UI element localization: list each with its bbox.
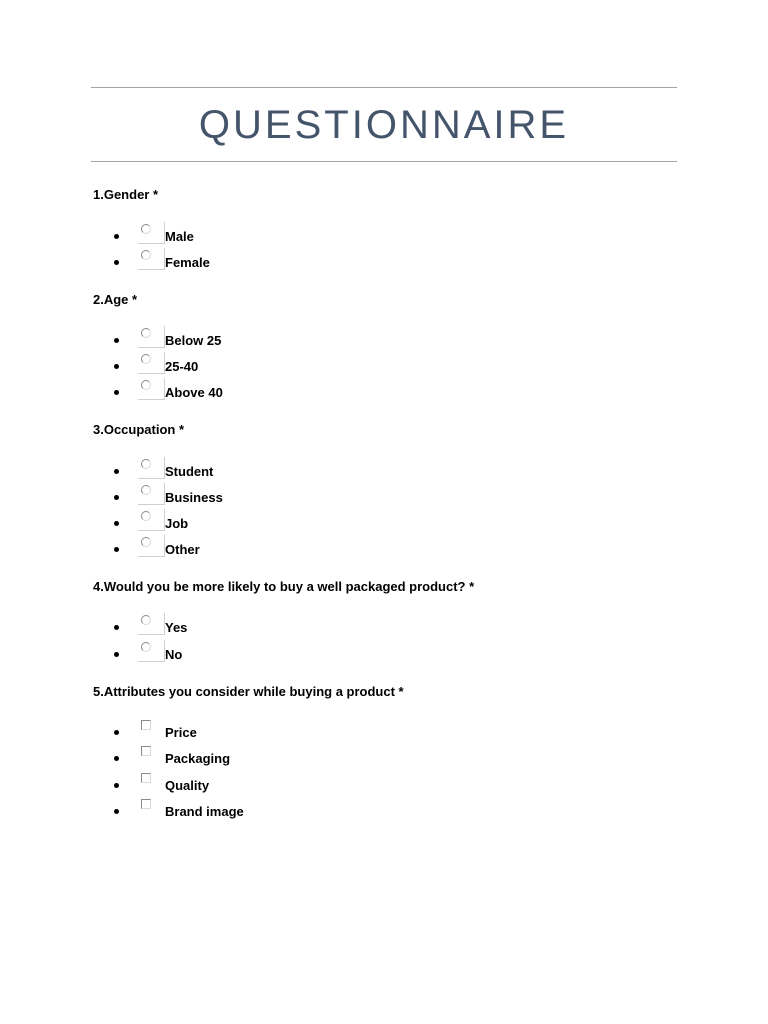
option-quality[interactable] — [114, 771, 414, 797]
bullet — [114, 783, 119, 788]
option-price[interactable] — [114, 718, 414, 744]
checkbox-frame[interactable] — [138, 718, 165, 740]
option-label: Business — [165, 490, 223, 505]
option-job[interactable] — [114, 509, 414, 535]
bullet — [114, 809, 119, 814]
option-label: Student — [165, 464, 214, 479]
option-no[interactable] — [114, 640, 414, 666]
option-yes[interactable] — [114, 613, 414, 639]
option-label: Job — [165, 516, 189, 531]
radio-frame[interactable] — [138, 326, 165, 348]
bullet — [114, 547, 119, 552]
radio-frame[interactable] — [138, 352, 165, 374]
checkbox[interactable] — [141, 799, 151, 809]
radio-button[interactable] — [141, 250, 151, 260]
radio-frame[interactable] — [138, 457, 165, 479]
bullet — [114, 338, 119, 343]
bullet — [114, 756, 119, 761]
option-student[interactable] — [114, 457, 414, 483]
radio-button[interactable] — [141, 485, 151, 495]
option-label: Brand image — [165, 804, 244, 819]
option-label: Above 40 — [165, 385, 223, 400]
radio-button[interactable] — [141, 511, 151, 521]
option-label: Below 25 — [165, 333, 222, 348]
bullet — [114, 390, 119, 395]
radio-frame[interactable] — [138, 378, 165, 400]
option-brand-image[interactable] — [114, 797, 414, 823]
checkbox-frame[interactable] — [138, 744, 165, 766]
question-packaging-likelihood: 4.Would you be more likely to buy a well packaged product? * — [93, 579, 475, 594]
bullet — [114, 652, 119, 657]
checkbox[interactable] — [141, 773, 151, 783]
radio-frame[interactable] — [138, 248, 165, 270]
option-label: Female — [165, 255, 210, 270]
option-label: Packaging — [165, 751, 231, 766]
radio-frame[interactable] — [138, 613, 165, 635]
radio-button[interactable] — [141, 642, 151, 652]
option-above-40[interactable] — [114, 378, 414, 404]
bullet — [114, 260, 119, 265]
option-label: Yes — [165, 620, 188, 635]
radio-button[interactable] — [141, 380, 151, 390]
checkbox[interactable] — [141, 746, 151, 756]
radio-frame[interactable] — [138, 509, 165, 531]
option-label: 25-40 — [165, 359, 199, 374]
checkbox-frame[interactable] — [138, 797, 165, 819]
option-25-40[interactable] — [114, 352, 414, 378]
radio-frame[interactable] — [138, 483, 165, 505]
question-age: 2.Age * — [93, 292, 138, 307]
option-female[interactable] — [114, 248, 414, 274]
checkbox-frame[interactable] — [138, 771, 165, 793]
question-attributes: 5.Attributes you consider while buying a product * — [93, 684, 404, 699]
option-male[interactable] — [114, 222, 414, 248]
bullet — [114, 469, 119, 474]
option-label: Other — [165, 542, 200, 557]
page-title: QUESTIONNAIRE — [198, 103, 570, 147]
bullet — [114, 495, 119, 500]
option-label: Quality — [165, 778, 210, 793]
question-occupation: 3.Occupation * — [93, 422, 185, 437]
radio-button[interactable] — [141, 224, 151, 234]
radio-frame[interactable] — [138, 222, 165, 244]
checkbox[interactable] — [141, 720, 151, 730]
option-other[interactable] — [114, 535, 414, 561]
radio-frame[interactable] — [138, 640, 165, 662]
bullet — [114, 521, 119, 526]
radio-button[interactable] — [141, 537, 151, 547]
option-below-25[interactable] — [114, 326, 414, 352]
title-bottom-rule — [91, 161, 677, 162]
radio-button[interactable] — [141, 328, 151, 338]
title-top-rule — [91, 87, 677, 88]
bullet — [114, 364, 119, 369]
bullet — [114, 234, 119, 239]
option-business[interactable] — [114, 483, 414, 509]
radio-button[interactable] — [141, 354, 151, 364]
radio-frame[interactable] — [138, 535, 165, 557]
option-label: Male — [165, 229, 194, 244]
radio-button[interactable] — [141, 615, 151, 625]
question-gender: 1.Gender * — [93, 187, 159, 202]
option-label: Price — [165, 725, 197, 740]
radio-button[interactable] — [141, 459, 151, 469]
option-packaging[interactable] — [114, 744, 414, 770]
option-label: No — [165, 647, 183, 662]
bullet — [114, 730, 119, 735]
bullet — [114, 625, 119, 630]
